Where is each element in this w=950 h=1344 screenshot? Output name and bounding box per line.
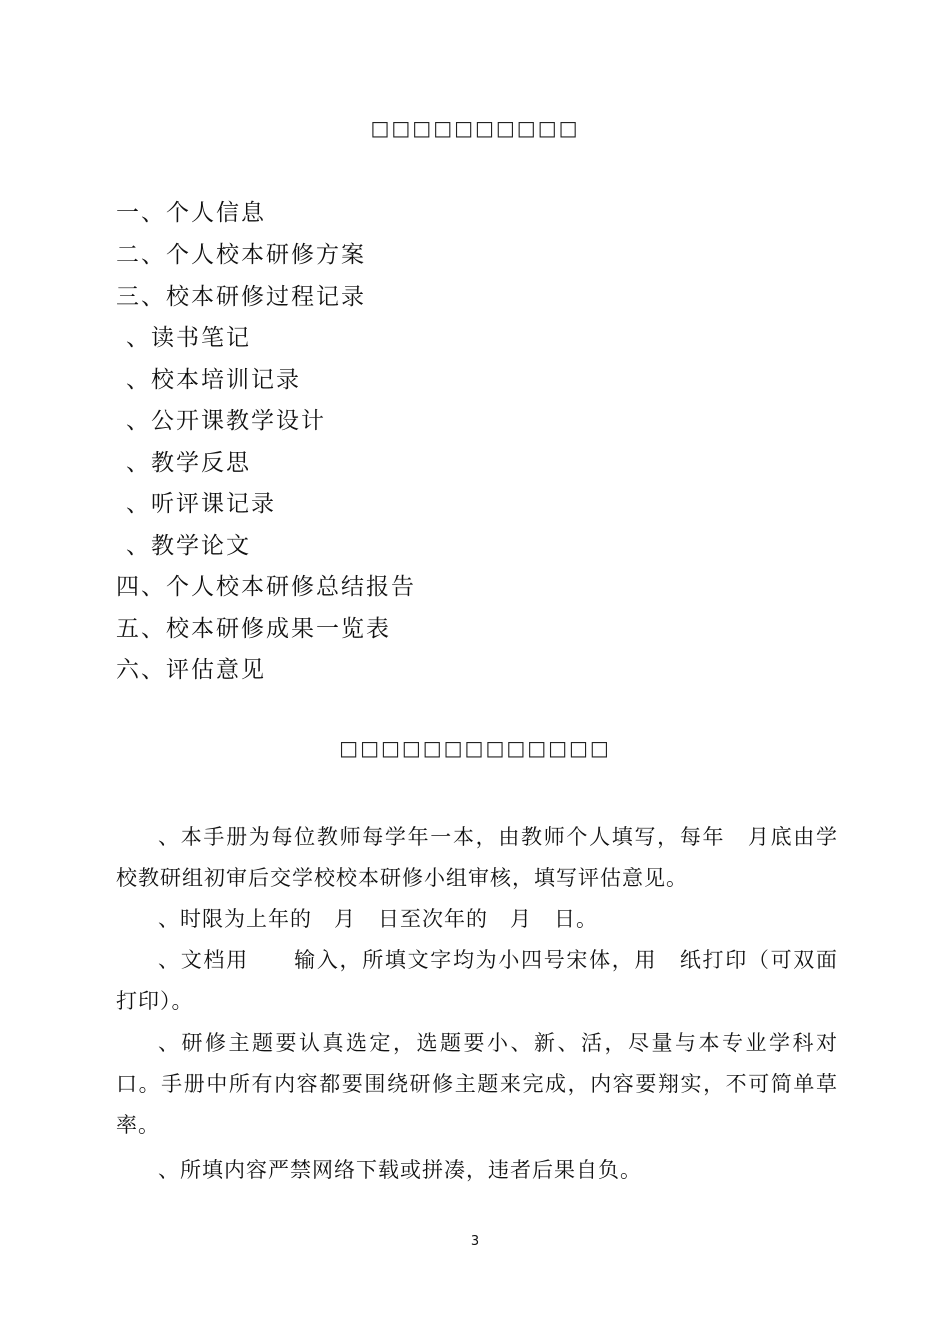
toc-item: 二、个人校本研修方案 — [116, 242, 366, 268]
page-number: 3 — [470, 1234, 480, 1249]
instructions-title: □□□□□□□□□□□□□ — [339, 736, 611, 760]
instruction-paragraph: 、本手册为每位教师每学年一本，由教师个人填写，每年 月底由学校教研组初审后交学校校本研修小组审核，填写评估意见。 — [116, 825, 838, 890]
toc-subitem: 、教学论文 — [126, 533, 251, 559]
toc-subitem: 、教学反思 — [126, 450, 251, 476]
instruction-paragraph: 、文档用 输入，所填文字均为小四号宋体，用 纸打印（可双面打印）。 — [116, 948, 838, 1013]
toc-item: 六、评估意见 — [116, 657, 266, 683]
toc-subitem: 、校本培训记录 — [126, 367, 301, 393]
toc-item: 四、个人校本研修总结报告 — [116, 574, 416, 600]
toc-item: 五、校本研修成果一览表 — [116, 616, 391, 642]
instruction-paragraph: 、研修主题要认真选定，选题要小、新、活，尽量与本专业学科对口。手册中所有内容都要围绕研修主题来完成，内容要翔实，不可简单草率。 — [116, 1031, 838, 1137]
instruction-paragraph: 、时限为上年的 月 日至次年的 月 日。 — [158, 907, 598, 931]
contents-title: □□□□□□□□□□ — [370, 116, 580, 140]
toc-subitem: 、听评课记录 — [126, 491, 276, 517]
toc-item: 三、校本研修过程记录 — [116, 284, 366, 310]
toc-item: 一、个人信息 — [116, 200, 266, 226]
instruction-paragraph: 、所填内容严禁网络下载或拼凑，违者后果自负。 — [158, 1158, 642, 1182]
toc-subitem: 、读书笔记 — [126, 325, 251, 351]
toc-subitem: 、公开课教学设计 — [126, 408, 326, 434]
